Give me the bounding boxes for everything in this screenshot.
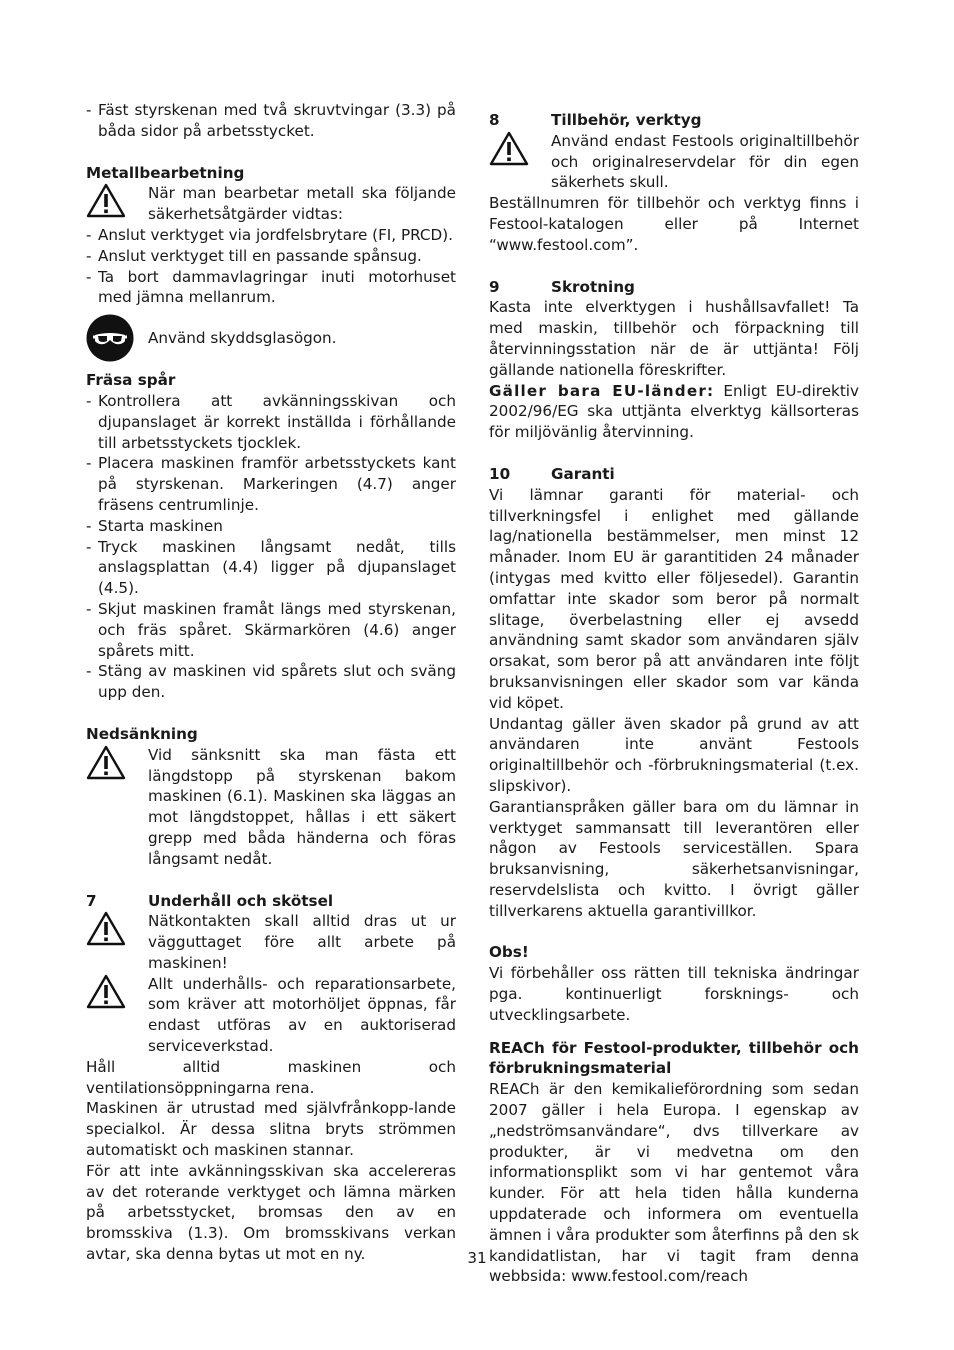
page-number: 31 [467,1249,487,1267]
section-9-heading: 9 Skrotning [489,277,635,296]
list-item: - Anslut verktyget till en passande spånsug. [86,246,422,265]
right-column [489,100,859,1287]
warning-icon [86,745,148,870]
section-10-heading: 10 Garanti [489,464,615,483]
list-item: - Tryck maskinen långsamt nedåt, tills anslagsplattan (4.4) ligger på djupanslaget (4.5). [86,537,456,598]
reach-paragraph: REACh är den kemikalieförordning som sedan 2007 gäller i hela Europa. I egenskap av „nedströmsanvändare“, dvs tillverkare av produkter, är vi medvetna om den informationsplikt som vi har gentemot våra kunder. För att hela tiden hålla kunderna uppdaterade och informera om eventuella ämnen i våra produkter som återfinns på den sk kandidatlistan, har vi tagit fram denna webbsida: www.festool.com/reach [489,1080,859,1286]
list-item: - Stäng av maskinen vid spårets slut och sväng upp den. [86,662,456,702]
s7-warning-2: Allt underhålls- och reparationsarbete, som kräver att motorhöljet öppnas, får endast utföras av en auktoriserad serviceverkstad. [86,974,456,1057]
list-item: - Anslut verktyget via jordfelsbrytare (FI, PRCD). [86,225,453,244]
left-column [86,100,456,1265]
s7-paragraph: Maskinen är utrustad med självfrånkopp-lande specialkol. Är dessa slitna bryts strömmen automatiskt och maskinen stannar. [86,1099,456,1160]
obs-heading: Obs! [489,943,529,962]
list-item: - Starta maskinen [86,516,223,535]
frasa-heading: Fräsa spår [86,371,176,390]
s8-paragraph: Beställnumren för tillbehör och verktyg finns i Festool-katalogen eller på Internet “www.festool.com”. [489,194,859,254]
warning-icon [489,131,551,193]
nedsankning-warning: Vid sänksnitt ska man fästa ett längdstopp på styrskenan bakom maskinen (6.1). Maskinen ska läggas an mot längdstoppet, hållas i ett säkert grepp med båda händerna och föras långsamt nedåt. [86,745,456,870]
s8-warning: Använd endast Festools originaltillbehör och originalreservdelar för din egen säkerhets skull. [489,131,859,193]
metall-warning: När man bearbetar metall ska följande säkerhetsåtgärder vidtas: [86,183,456,225]
list-item: - Skjut maskinen framåt längs med styrskenan, och fräs spåret. Skärmarkören (4.6) anger spårets mitt. [86,599,456,660]
list-item: - Kontrollera att avkänningsskivan och djupanslaget är korrekt inställda i förhållande till arbetsstyckets tjocklek. [86,391,456,452]
s9-paragraph: Kasta inte elverktygen i hushållsavfallet! Ta med maskin, tillbehör och förpackning till återvinningsstation när de är uttjänta! Följ gällande nationella föreskrifter. [489,298,859,379]
reach-heading: REACh för Festool-produkter, tillbehör och förbrukningsmaterial [489,1038,859,1078]
section-8-heading: 8 Tillbehör, verktyg [489,111,702,129]
goggles-notice: Använd skyddsglasögon. [86,314,456,362]
nedsankning-heading: Nedsänkning [86,724,198,743]
s7-warning-1: Nätkontakten skall alltid dras ut ur vägguttaget före allt arbete på maskinen! [86,911,456,973]
safety-goggles-icon [86,314,148,362]
obs-paragraph: Vi förbehåller oss rätten till tekniska ändringar pga. kontinuerligt forsknings- och utvecklingsarbete. [489,964,859,1024]
section-7-heading: 7 Underhåll och skötsel [86,891,334,910]
list-item: - Placera maskinen framför arbetsstyckets kant på styrskenan. Markeringen (4.7) anger fräsens centrumlinje. [86,454,456,514]
warning-icon [86,911,148,973]
s10-paragraph: Undantag gäller även skador på grund av att användaren inte använt Festools originaltillbehör och -förbrukningsmaterial (t.ex. slipskivor). [489,714,859,795]
s10-paragraph: Vi lämnar garanti för material- och tillverkningsfel i enlighet med gällande lag/nationella bestämmelser, men minst 12 månader. Inom EU är garantitiden 24 månader (intygas med kvitto eller följesedel). Garantin omfattar inte skador som beror på normalt slitage, överbelastning eller ej avsedd användning samt skador som användaren själv orsakat, som beror på att användaren inte följt bruksanvisningen eller skador som var kända vid köpet. [489,485,859,712]
metall-heading: Metallbearbetning [86,163,245,182]
s9-eu-paragraph: Gäller bara EU-länder: Enligt EU-direktiv 2002/96/EG ska uttjänta elverktyg källsorteras för miljövänlig återvinning. [489,381,859,442]
s10-paragraph: Garantianspråken gäller bara om du lämnar in verktyget sammansatt till leverantören eller någon av Festools serviceställen. Spara bruksanvisning, säkerhetsanvisningar, reservdelslista och kvitto. I övrigt gäller tillverkarens aktuella garantivillkor. [489,797,859,920]
warning-icon [86,183,148,225]
list-item: - Ta bort dammavlagringar inuti motorhuset med jämna mellanrum. [86,267,456,307]
intro-dash-item: - Fäst styrskenan med två skruvtvingar (3.3) på båda sidor på arbetsstycket. [86,101,456,140]
warning-icon [86,974,148,1057]
s7-paragraph: För att inte avkänningsskivan ska accelereras av det roterande verktyget och lämna märken på arbetsstycket, bromsas den av en bromsskiva (1.3). Om bromsskivans verkan avtar, ska denna bytas ut mot en ny. [86,1161,456,1264]
s7-paragraph: Håll alltid maskinen och ventilationsöppningarna rena. [86,1057,456,1097]
